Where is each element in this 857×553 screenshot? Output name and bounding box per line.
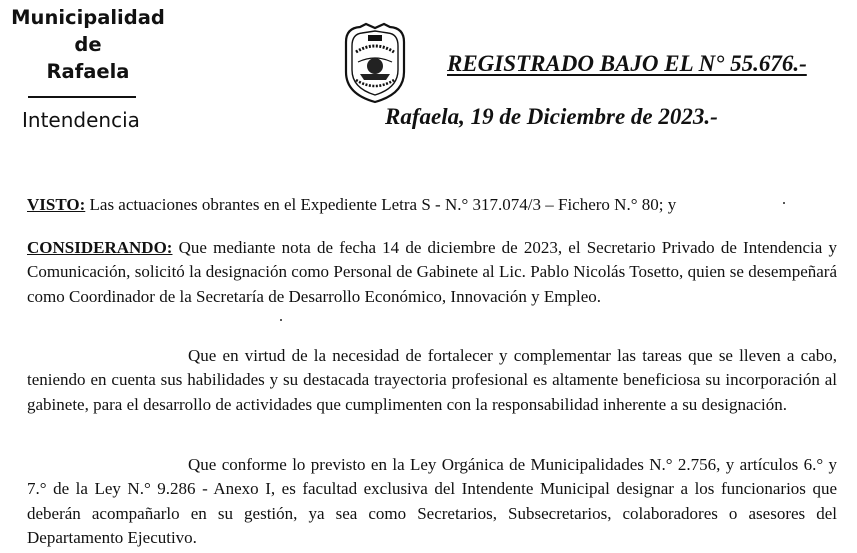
- ink-speck: [280, 319, 282, 321]
- municipality-name-line-2: de: [74, 33, 102, 56]
- header-divider: [28, 96, 136, 98]
- municipal-seal-icon: [340, 22, 410, 104]
- ink-speck: [783, 202, 785, 204]
- paragraph-3-text: Que conforme lo previsto en la Ley Orgánica de Municipalidades N.° 2.756, y artículos 6.° y 7.° de la Ley N.° 9.286 - Anexo I, es facultad exclusiva del Intendente Municipal designar a los funcionarios que deberán acompañarlo en su gestión, ya sea como Secretarios, Subsecretarios, colaboradores o asesores del Departamento Ejecutivo.: [27, 455, 837, 547]
- municipality-name-line-3: Rafaela: [46, 60, 130, 83]
- department-name: Intendencia: [22, 108, 140, 132]
- considerando-paragraph: [27, 236, 837, 309]
- municipality-name-line-1: Municipalidad: [11, 6, 165, 29]
- visto-label: VISTO:: [27, 195, 86, 214]
- paragraph-2: [27, 344, 837, 417]
- municipality-name: [0, 4, 176, 85]
- considerando-text: Que mediante nota de fecha 14 de diciembre de 2023, el Secretario Privado de Intendencia y Comunicación, solicitó la designación como Personal de Gabinete al Lic. Pablo Nicolás Tosetto, quien se desempeñará como Coordinador de la Secretaría de Desarrollo Económico, Innovación y Empleo.: [27, 238, 837, 306]
- registration-number: REGISTRADO BAJO EL N° 55.676.-: [447, 51, 807, 76]
- visto-text: Las actuaciones obrantes en el Expediente Letra S - N.° 317.074/3 – Fichero N.° 80; y: [85, 195, 677, 214]
- paragraph-2-text: Que en virtud de la necesidad de fortalecer y complementar las tareas que se lleven a cabo, teniendo en cuenta sus habilidades y su destacada trayectoria profesional es altamente beneficiosa su incorporación al gabinete, para el desarrollo de actividades que cumplimenten con la responsabilidad inherente a su designación.: [27, 346, 837, 414]
- visto-paragraph: [27, 193, 837, 217]
- document-date: Rafaela, 19 de Diciembre de 2023.-: [385, 104, 718, 129]
- considerando-label: CONSIDERANDO:: [27, 238, 173, 257]
- paragraph-3: [27, 453, 837, 550]
